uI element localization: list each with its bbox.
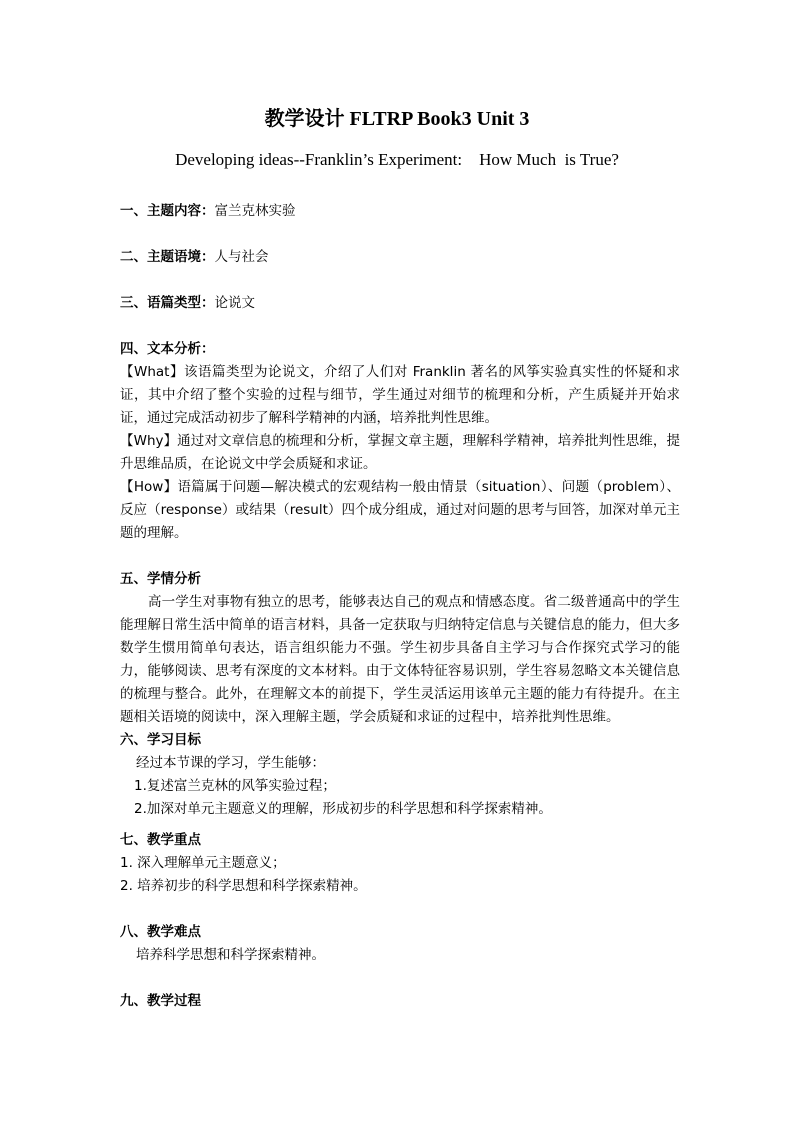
list-item: 2. 培养初步的科学思想和科学探索精神。 — [120, 878, 367, 894]
section-label: 七、教学重点 — [120, 832, 201, 848]
section-text-type — [120, 292, 680, 315]
section-label: 四、文本分析： — [120, 341, 215, 357]
section-label: 六、学习目标 — [120, 732, 201, 748]
list-item: 1.复述富兰克林的风筝实验过程； — [134, 778, 336, 794]
section-value: 论说文 — [214, 295, 255, 311]
section-label: 八、教学难点 — [120, 924, 201, 940]
section-label: 二、主题语境： — [120, 249, 215, 265]
section-label: 五、学情分析 — [120, 571, 201, 587]
analysis-how: 【How】语篇属于问题—解决模式的宏观结构一般由情景（situation）、问题（problem）、反应（response）或结果（result）四个成分组成，通过对问题的思考与回答，加深对单元主题的理解。 — [120, 479, 680, 541]
section-learner-analysis — [120, 568, 680, 729]
section-label: 九、教学过程 — [120, 993, 201, 1009]
section-label: 一、主题内容： — [120, 203, 215, 219]
learner-analysis-text: 高一学生对事物有独立的思考，能够表达自己的观点和情感态度。省二级普通高中的学生能理解日常生活中简单的语言材料，具备一定获取与归纳特定信息与关键信息的能力，但大多数学生惯用简单句表达，语言组织能力不强。学生初步具备自主学习与合作探究式学习的能力，能够阅读、思考有深度的文本材料。由于文体特征容易识别，学生容易忽略文本关键信息的梳理与整合。此外，在理解文本的前提下，学生灵活运用该单元主题的能力有待提升。在主题相关语境的阅读中，深入理解主题，学会质疑和求证的过程中，培养批判性思维。 — [120, 594, 680, 725]
objectives-intro: 经过本节课的学习，学生能够： — [136, 755, 325, 771]
analysis-why: 【Why】通过对文章信息的梳理和分析，掌握文章主题，理解科学精神，培养批判性思维，提升思维品质，在论说文中学会质疑和求证。 — [120, 433, 680, 472]
section-theme-content — [120, 200, 680, 223]
section-learning-objectives — [120, 729, 680, 821]
section-teaching-process — [120, 990, 680, 1013]
analysis-what: 【What】该语篇类型为论说文，介绍了人们对 Franklin 著名的风筝实验真实性的怀疑和求证，其中介绍了整个实验的过程与细节，学生通过对细节的梳理和分析，产生质疑并开始求证，通过完成活动初步了解科学精神的内涵，培养批判性思维。 — [120, 364, 680, 426]
section-difficulties — [120, 921, 680, 967]
section-key-points — [120, 829, 680, 898]
document-title: 教学设计 FLTRP Book3 Unit 3 — [264, 108, 530, 130]
difficulties-text: 培养科学思想和科学探索精神。 — [136, 947, 325, 963]
document-subtitle: Developing ideas--Franklin’s Experiment: How Much is True? — [175, 150, 619, 169]
section-label: 三、语篇类型： — [120, 295, 215, 311]
list-item: 2.加深对单元主题意义的理解，形成初步的科学思想和科学探索精神。 — [134, 801, 552, 817]
section-value: 富兰克林实验 — [214, 203, 296, 219]
section-text-analysis — [120, 338, 680, 545]
section-value: 人与社会 — [214, 249, 269, 265]
list-item: 1. 深入理解单元主题意义； — [120, 855, 286, 871]
document-body — [120, 200, 680, 1013]
section-theme-context — [120, 246, 680, 269]
